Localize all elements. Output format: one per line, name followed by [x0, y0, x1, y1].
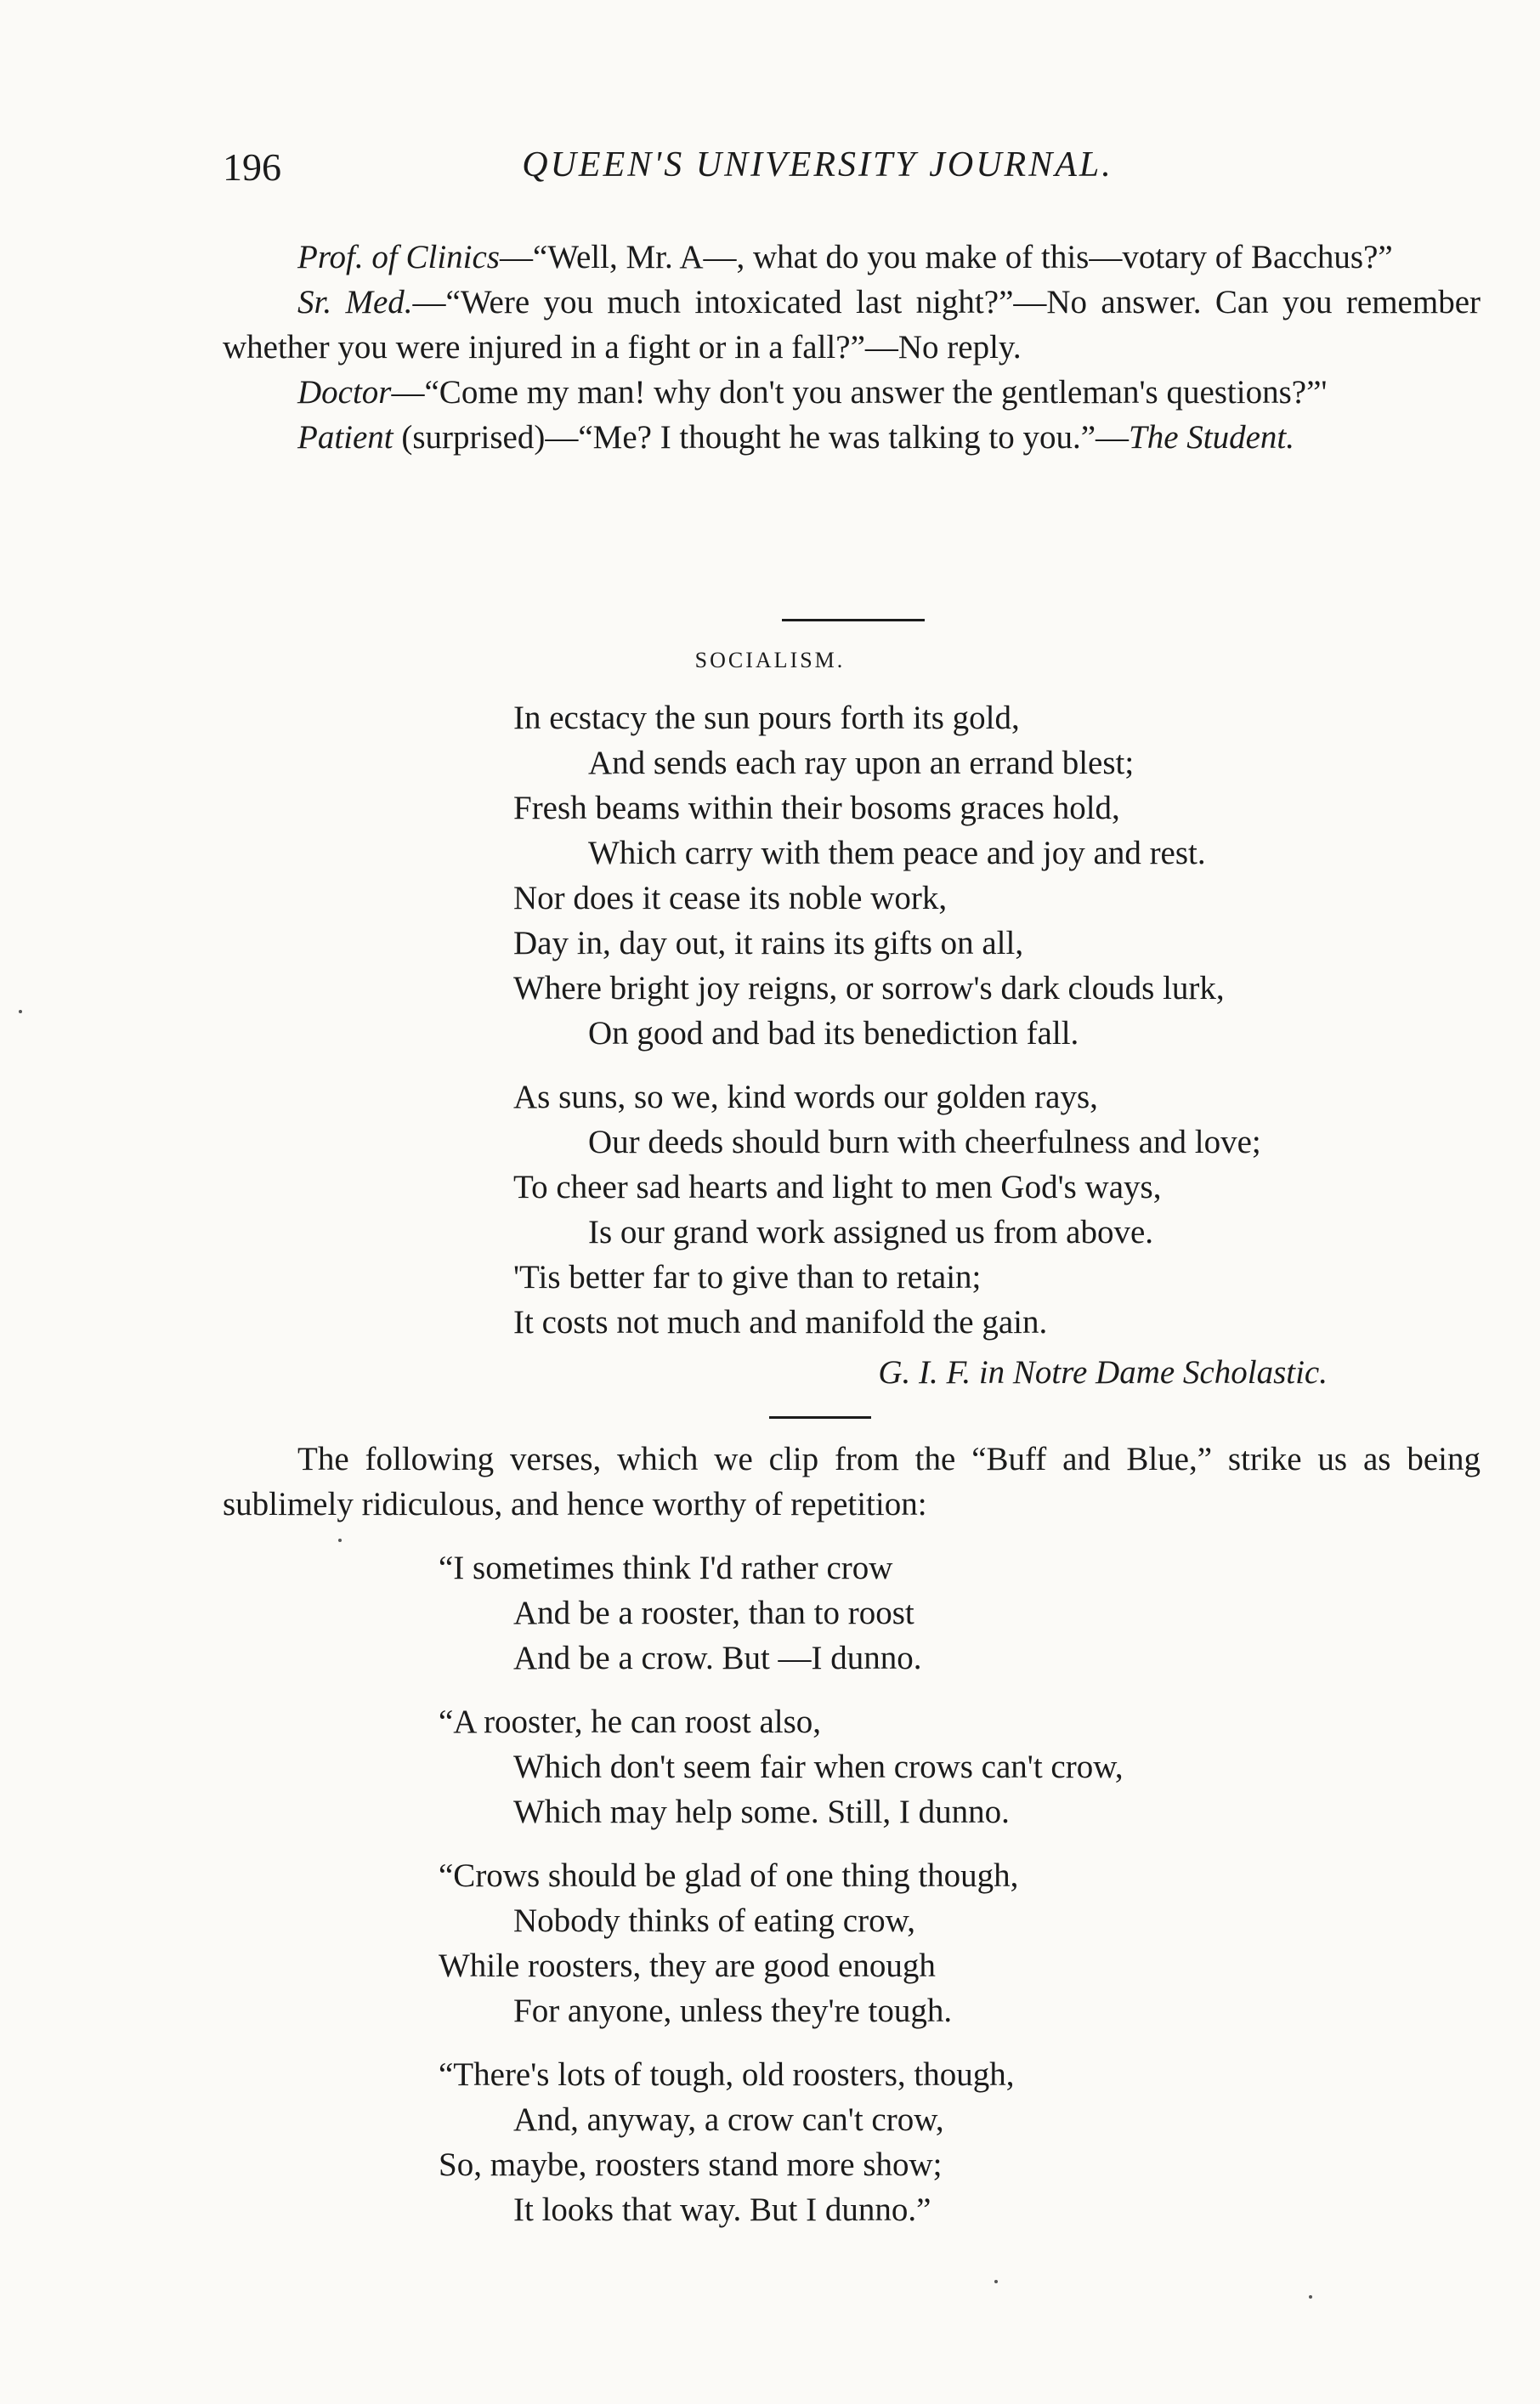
- anecdote-paragraph: [223, 370, 1481, 415]
- stanza: [439, 2052, 1124, 2232]
- verse-line: As suns, so we, kind words our golden rays,: [513, 1079, 1098, 1115]
- speaker: Patient: [297, 419, 393, 456]
- verse-line: Is our grand work assigned us from above.: [588, 1214, 1154, 1250]
- verse-line: Our deeds should burn with cheerfulness and love;: [588, 1124, 1261, 1160]
- verse-line: “I sometimes think I'd rather crow: [439, 1550, 893, 1586]
- verse-line: To cheer sad hearts and light to men God's ways,: [513, 1169, 1162, 1205]
- verse-line: In ecstacy the sun pours forth its gold,: [513, 700, 1020, 736]
- paper-speck: [338, 1539, 342, 1542]
- poem-attribution: G. I. F. in Notre Dame Scholastic.: [878, 1354, 1328, 1391]
- speech: —“Were you much intoxicated last night?”—No answer. Can you remember whether you were injured in a fight or in a fall?”—No reply.: [223, 284, 1481, 366]
- verse-line: And, anyway, a crow can't crow,: [513, 2101, 944, 2138]
- verse-line: Fresh beams within their bosoms graces hold,: [513, 790, 1120, 826]
- stanza: [439, 1853, 1124, 2033]
- poem-rooster: [439, 1545, 1124, 2251]
- speaker: Sr. Med.: [297, 284, 413, 320]
- verse-line: “There's lots of tough, old roosters, though,: [439, 2056, 1015, 2093]
- poem-title: SOCIALISM.: [694, 648, 846, 672]
- verse-line: “Crows should be glad of one thing though,: [439, 1857, 1019, 1894]
- stanza: [439, 1545, 1124, 1681]
- intro-text: The following verses, which we clip from the “Buff and Blue,” strike us as being sublimely ridiculous, and hence worthy of repetition:: [223, 1441, 1481, 1522]
- section-divider: [769, 1416, 871, 1419]
- intro-paragraph: [223, 1437, 1481, 1527]
- paper-speck: [994, 2280, 998, 2283]
- page-number: 196: [223, 145, 281, 189]
- verse-line: It costs not much and manifold the gain.: [513, 1304, 1048, 1341]
- verse-line: Which don't seem fair when crows can't crow,: [513, 1749, 1124, 1785]
- anecdote-paragraph: [223, 415, 1481, 460]
- journal-title: QUEEN'S UNIVERSITY JOURNAL.: [522, 145, 1113, 184]
- verse-line: 'Tis better far to give than to retain;: [513, 1259, 982, 1296]
- verse-line: Day in, day out, it rains its gifts on all,: [513, 925, 1024, 961]
- verse-line: And be a crow. But —I dunno.: [513, 1640, 922, 1676]
- verse-line: Which may help some. Still, I dunno.: [513, 1794, 1010, 1830]
- anecdote-paragraph: [223, 235, 1481, 280]
- verse-line: “A rooster, he can roost also,: [439, 1704, 822, 1740]
- verse-line: Which carry with them peace and joy and rest.: [588, 835, 1206, 871]
- speech: —“Come my man! why don't you answer the gentleman's questions?”': [391, 374, 1328, 411]
- section-divider: [782, 619, 925, 621]
- verse-line: It looks that way. But I dunno.”: [513, 2191, 931, 2228]
- speech: (surprised)—“Me? I thought he was talking to you.”—: [393, 419, 1130, 456]
- anecdote: [223, 235, 1481, 460]
- speech: —“Well, Mr. A—, what do you make of this—votary of Bacchus?”: [499, 239, 1393, 275]
- verse-line: Where bright joy reigns, or sorrow's dark clouds lurk,: [513, 970, 1225, 1006]
- poem-socialism: [513, 695, 1261, 1364]
- verse-line: And be a rooster, than to roost: [513, 1595, 914, 1631]
- anecdote-paragraph: [223, 280, 1481, 370]
- speaker: Prof. of Clinics: [297, 239, 500, 275]
- page-header: [223, 145, 1413, 196]
- verse-line: Nor does it cease its noble work,: [513, 880, 948, 916]
- stanza: [513, 695, 1261, 1056]
- paper-speck: [19, 1010, 22, 1013]
- verse-line: Nobody thinks of eating crow,: [513, 1902, 915, 1939]
- stanza: [513, 1074, 1261, 1345]
- verse-line: So, maybe, roosters stand more show;: [439, 2146, 943, 2183]
- verse-line: And sends each ray upon an errand blest;: [588, 745, 1135, 781]
- verse-line: For anyone, unless they're tough.: [513, 1993, 953, 2029]
- source-citation: The Student.: [1129, 419, 1295, 456]
- stanza: [439, 1699, 1124, 1834]
- verse-line: On good and bad its benediction fall.: [588, 1015, 1079, 1052]
- speaker: Doctor: [297, 374, 392, 411]
- paper-speck: [1309, 2295, 1312, 2299]
- verse-line: While roosters, they are good enough: [439, 1948, 936, 1984]
